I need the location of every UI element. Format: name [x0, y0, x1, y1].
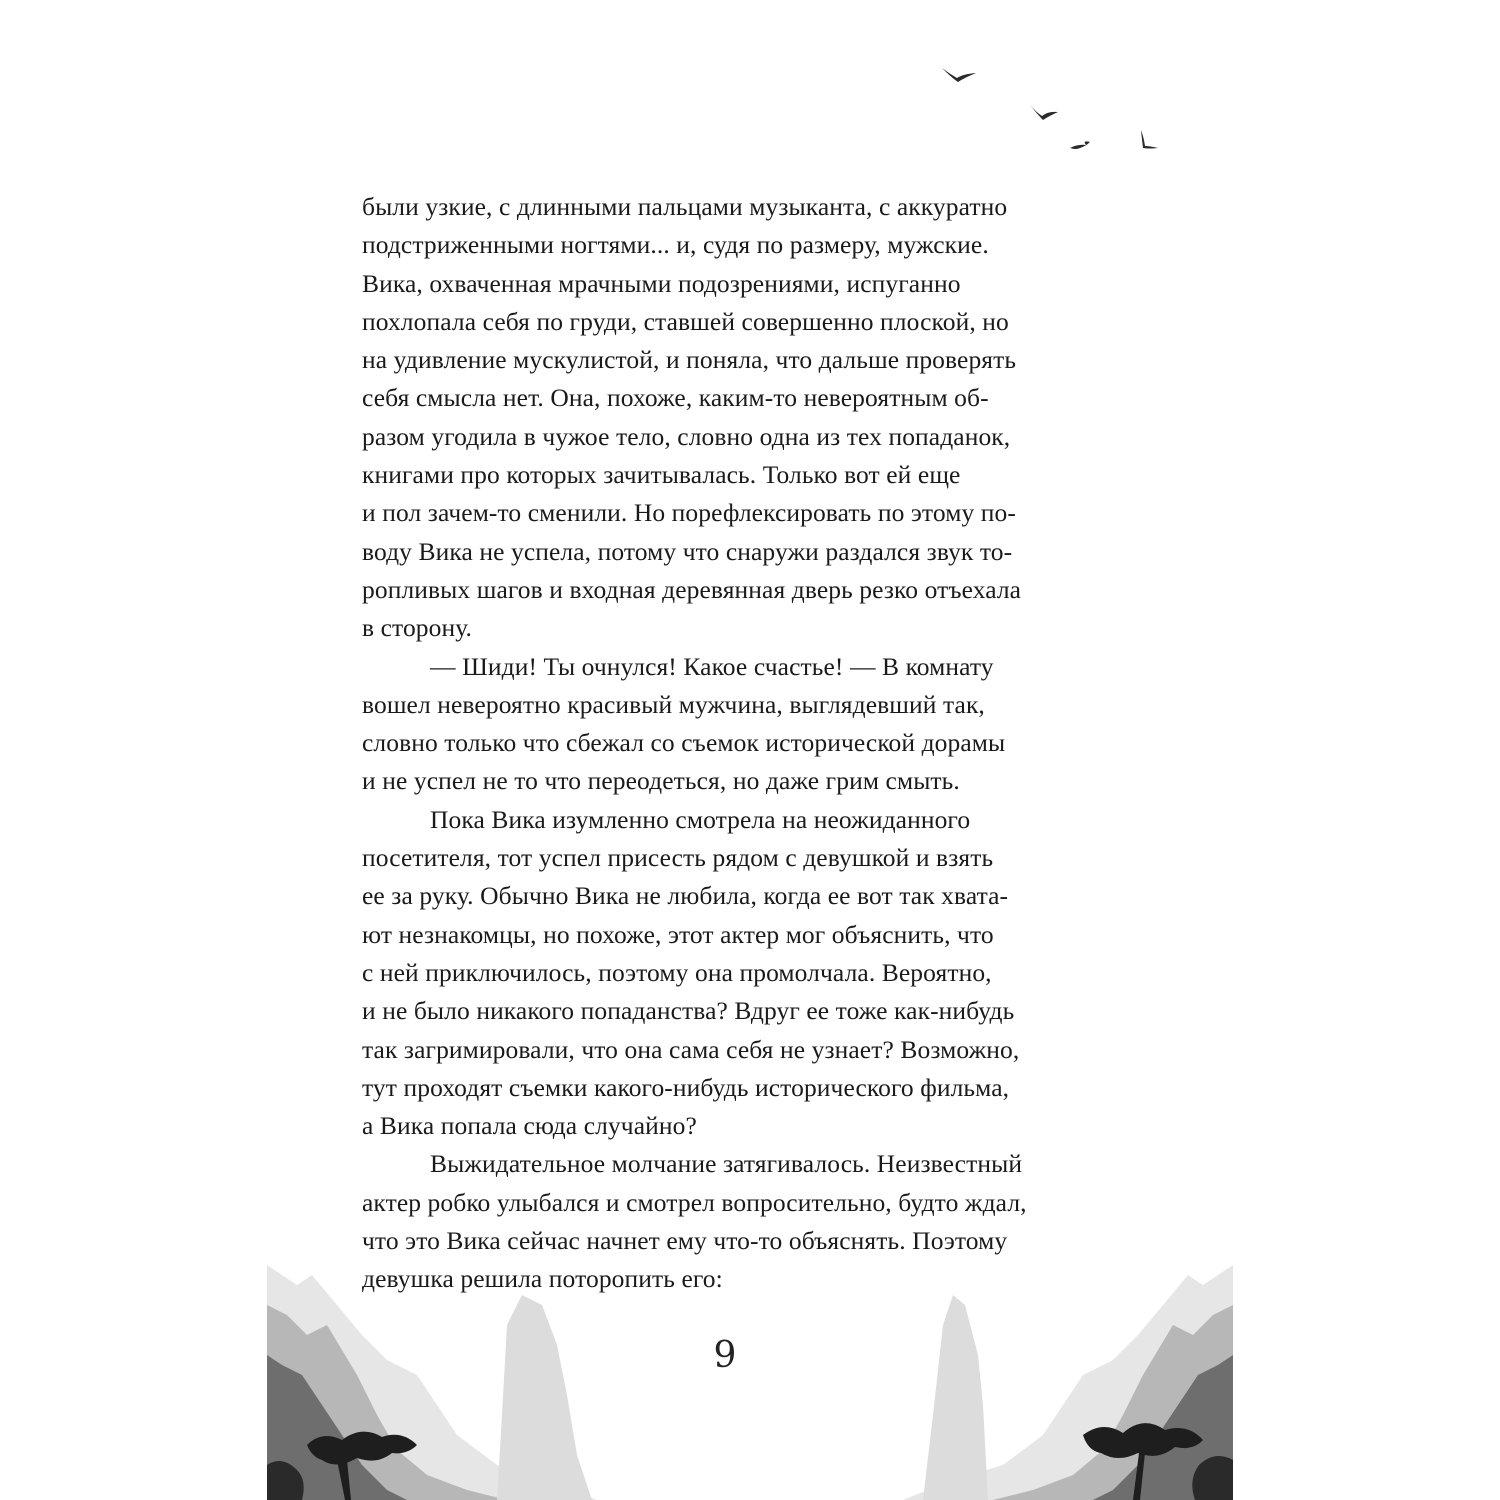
text-line: Пока Вика изумленно смотрела на неожиданного [430, 804, 971, 834]
flying-birds-icon [930, 60, 1170, 160]
text-line: и пол зачем-то сменили. Но порефлексировать по этому по- [362, 498, 1016, 528]
text-line: тут проходят съемки какого-нибудь исторического фильма, [362, 1072, 1010, 1102]
text-line: что это Вика сейчас начнет ему что-то объяснять. Поэтому [362, 1226, 1008, 1256]
text-line: и не было никакого попаданства? Вдруг ее тоже как-нибудь [362, 996, 1015, 1026]
text-line: Выжидательное молчание затягивалось. Неизвестный [430, 1149, 1023, 1179]
text-line: похлопала себя по груди, ставшей совершенно плоской, но [362, 306, 1009, 336]
text-line: и не успел не то что переодеться, но даже грим смыть. [362, 766, 960, 796]
text-line: разом угодила в чужое тело, словно одна из тех попаданок, [362, 421, 1011, 451]
text-line: с ней приключилось, поэтому она промолчала. Вероятно, [362, 957, 992, 987]
text-line: Вика, охваченная мрачными подозрениями, испуганно [362, 268, 961, 298]
text-line: вошел невероятно красивый мужчина, выглядевший так, [362, 689, 985, 719]
text-line: были узкие, с длинными пальцами музыканта, с аккуратно [362, 192, 1008, 221]
text-line: а Вика попала сюда случайно? [362, 1111, 697, 1141]
text-line: девушка решила поторопить его: [362, 1264, 723, 1294]
text-line: актер робко улыбался и смотрел вопросительно, будто ждал, [362, 1187, 1027, 1217]
text-line: себя смысла нет. Она, похоже, каким-то невероятным об- [362, 383, 989, 413]
text-line: на удивление мускулистой, и поняла, что дальше проверять [362, 345, 1017, 375]
text-line: — Шиди! Ты очнулся! Какое счастье! — В комнату [430, 651, 994, 681]
page-number: 9 [713, 1335, 737, 1376]
text-line: посетителя, тот успел присесть рядом с девушкой и взять [362, 843, 994, 873]
ink-mountain-landscape-icon [267, 1265, 597, 1500]
text-line: так загримировали, что она сама себя не узнает? Возможно, [362, 1034, 1020, 1064]
text-line: ют незнакомцы, но похоже, этот актер мог объяснить, что [362, 919, 994, 949]
text-line: ропливых шагов и входная деревянная дверь резко отъехала [362, 574, 1022, 604]
ink-mountain-landscape-icon [903, 1265, 1233, 1500]
text-line: ее за руку. Обычно Вика не любила, когда ее вот так хвата- [362, 881, 1009, 911]
text-line: воду Вика не успела, потому что снаружи раздался звук то- [362, 536, 1013, 566]
text-line: в сторону. [362, 613, 473, 643]
body-text [362, 188, 1092, 1299]
text-line: книгами про которых зачитывалась. Только вот ей еще [362, 460, 961, 490]
text-line: подстриженными ногтями... и, судя по размеру, мужские. [362, 230, 989, 260]
text-line: словно только что сбежал со съемок исторической дорамы [362, 728, 1006, 758]
